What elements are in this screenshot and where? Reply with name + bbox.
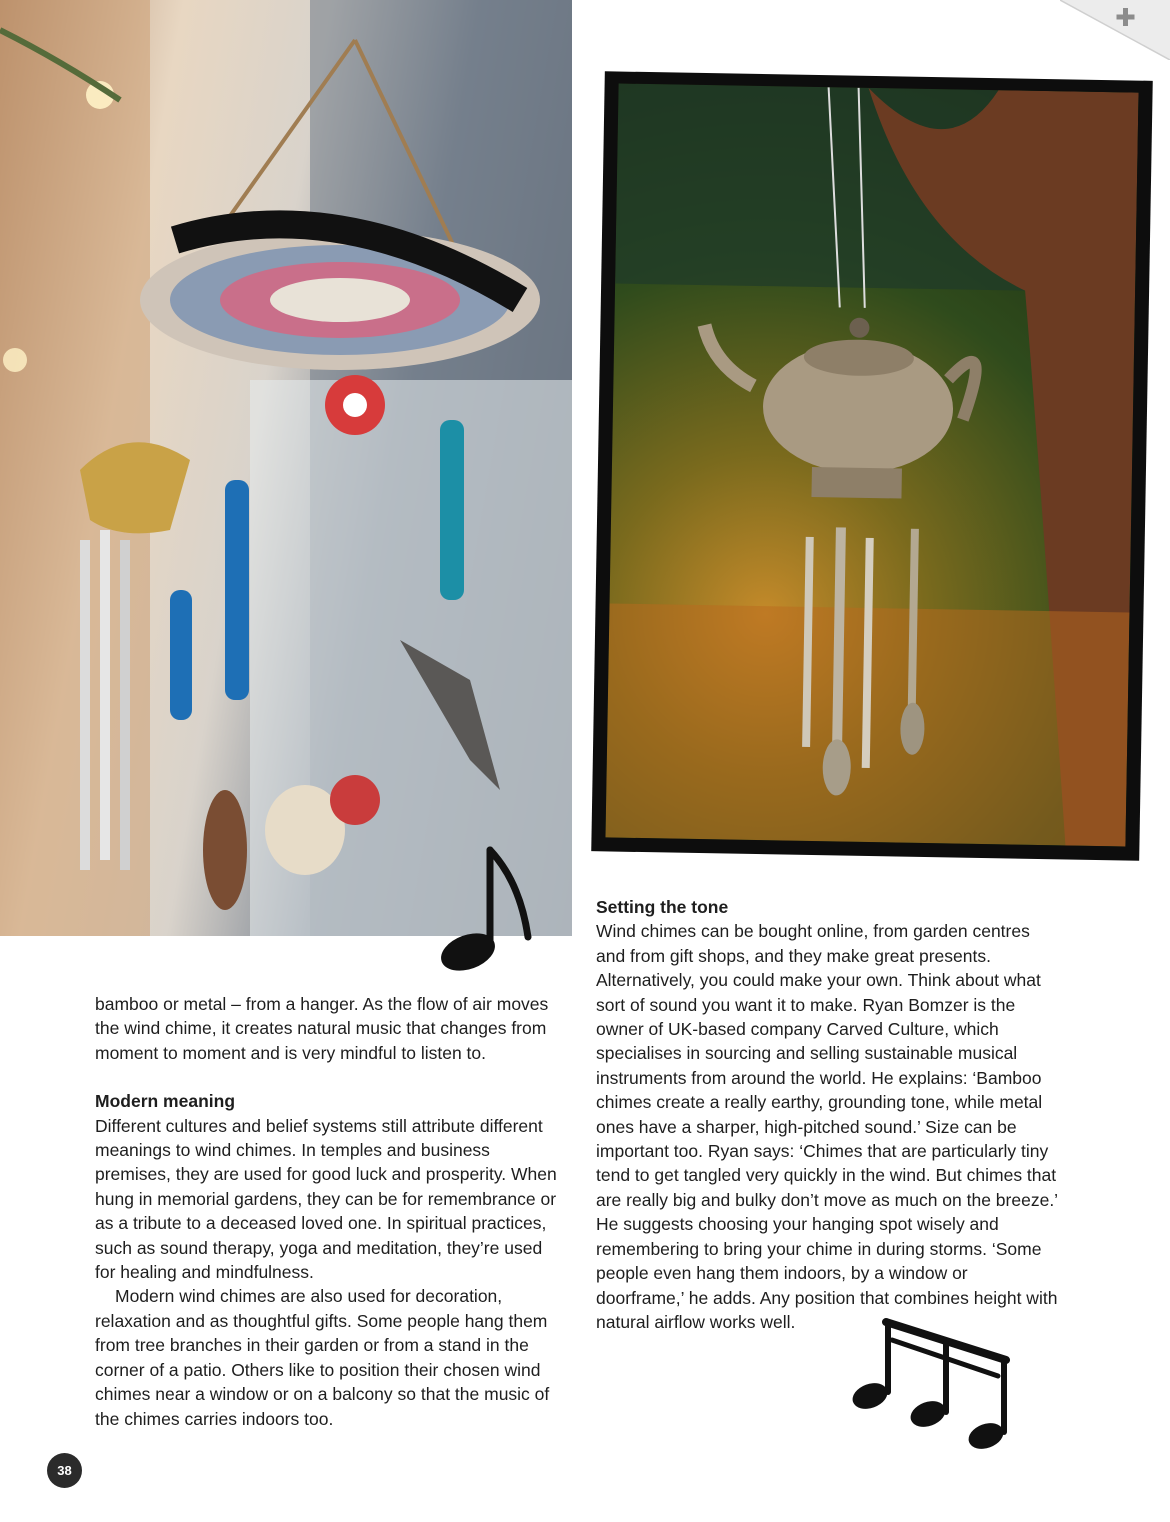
left-column: [95, 992, 565, 1431]
setting-the-tone-paragraph: Wind chimes can be bought online, from garden centres and from gift shops, and they make great presents. Alternatively, you could make your own. Think about what sort of sound you want it to make. Ryan Bomzer is the owner of UK-based company Carved Culture, which specialises in sourcing and selling sustainable musical instruments from around the world. He explains: ‘Bamboo chimes create a really earthy, grounding tone, while metal ones have a sharper, high-pitched sound.’ Size can be important too. Ryan says: ‘Chimes that are particularly tiny tend to get tangled very quickly in the wind. But chimes that are really big and bulky don’t move as much on the breeze.’ He suggests choosing your hanging spot wisely and remembering to bring your chime in during storms. ‘Some people even hang them indoors, by a window or doorframe,’ he adds. Any position that combines height with natural airflow works well.: [596, 921, 1058, 1332]
wind-chime-photo: [0, 0, 572, 936]
page-number-badge: 38: [47, 1453, 82, 1488]
teapot-chime-photo-frame: [591, 71, 1153, 860]
modern-meaning-heading: Modern meaning: [95, 1091, 236, 1112]
corner-tab: [1060, 0, 1170, 60]
music-note-icon: [430, 842, 542, 974]
right-column: [596, 895, 1060, 1334]
setting-the-tone-heading: Setting the tone: [596, 897, 729, 917]
teapot-chime-photo: [605, 84, 1138, 847]
modern-meaning-paragraph-1: Different cultures and belief systems still attribute different meanings to wind chimes. In temples and business premises, they are used for good luck and prosperity. When hung in memorial gardens, they can be for remembrance or as a tribute to a deceased loved one. In spiritual practices, such as sound therapy, yoga and meditation, they’re used for healing and mindfulness.: [95, 1115, 557, 1283]
intro-paragraph: bamboo or metal – from a hanger. As the flow of air moves the wind chime, it creates natural music that changes from moment to moment and is very mindful to listen to.: [95, 994, 549, 1063]
modern-meaning-paragraph-2: Modern wind chimes are also used for decoration, relaxation and as thoughtful gifts. Some people hang them from tree branches in their garden or from a stand in the corner of a patio. Others like to position their chosen wind chimes near a window or on a balcony so that the music of the chimes carries indoors too.: [95, 1286, 550, 1429]
